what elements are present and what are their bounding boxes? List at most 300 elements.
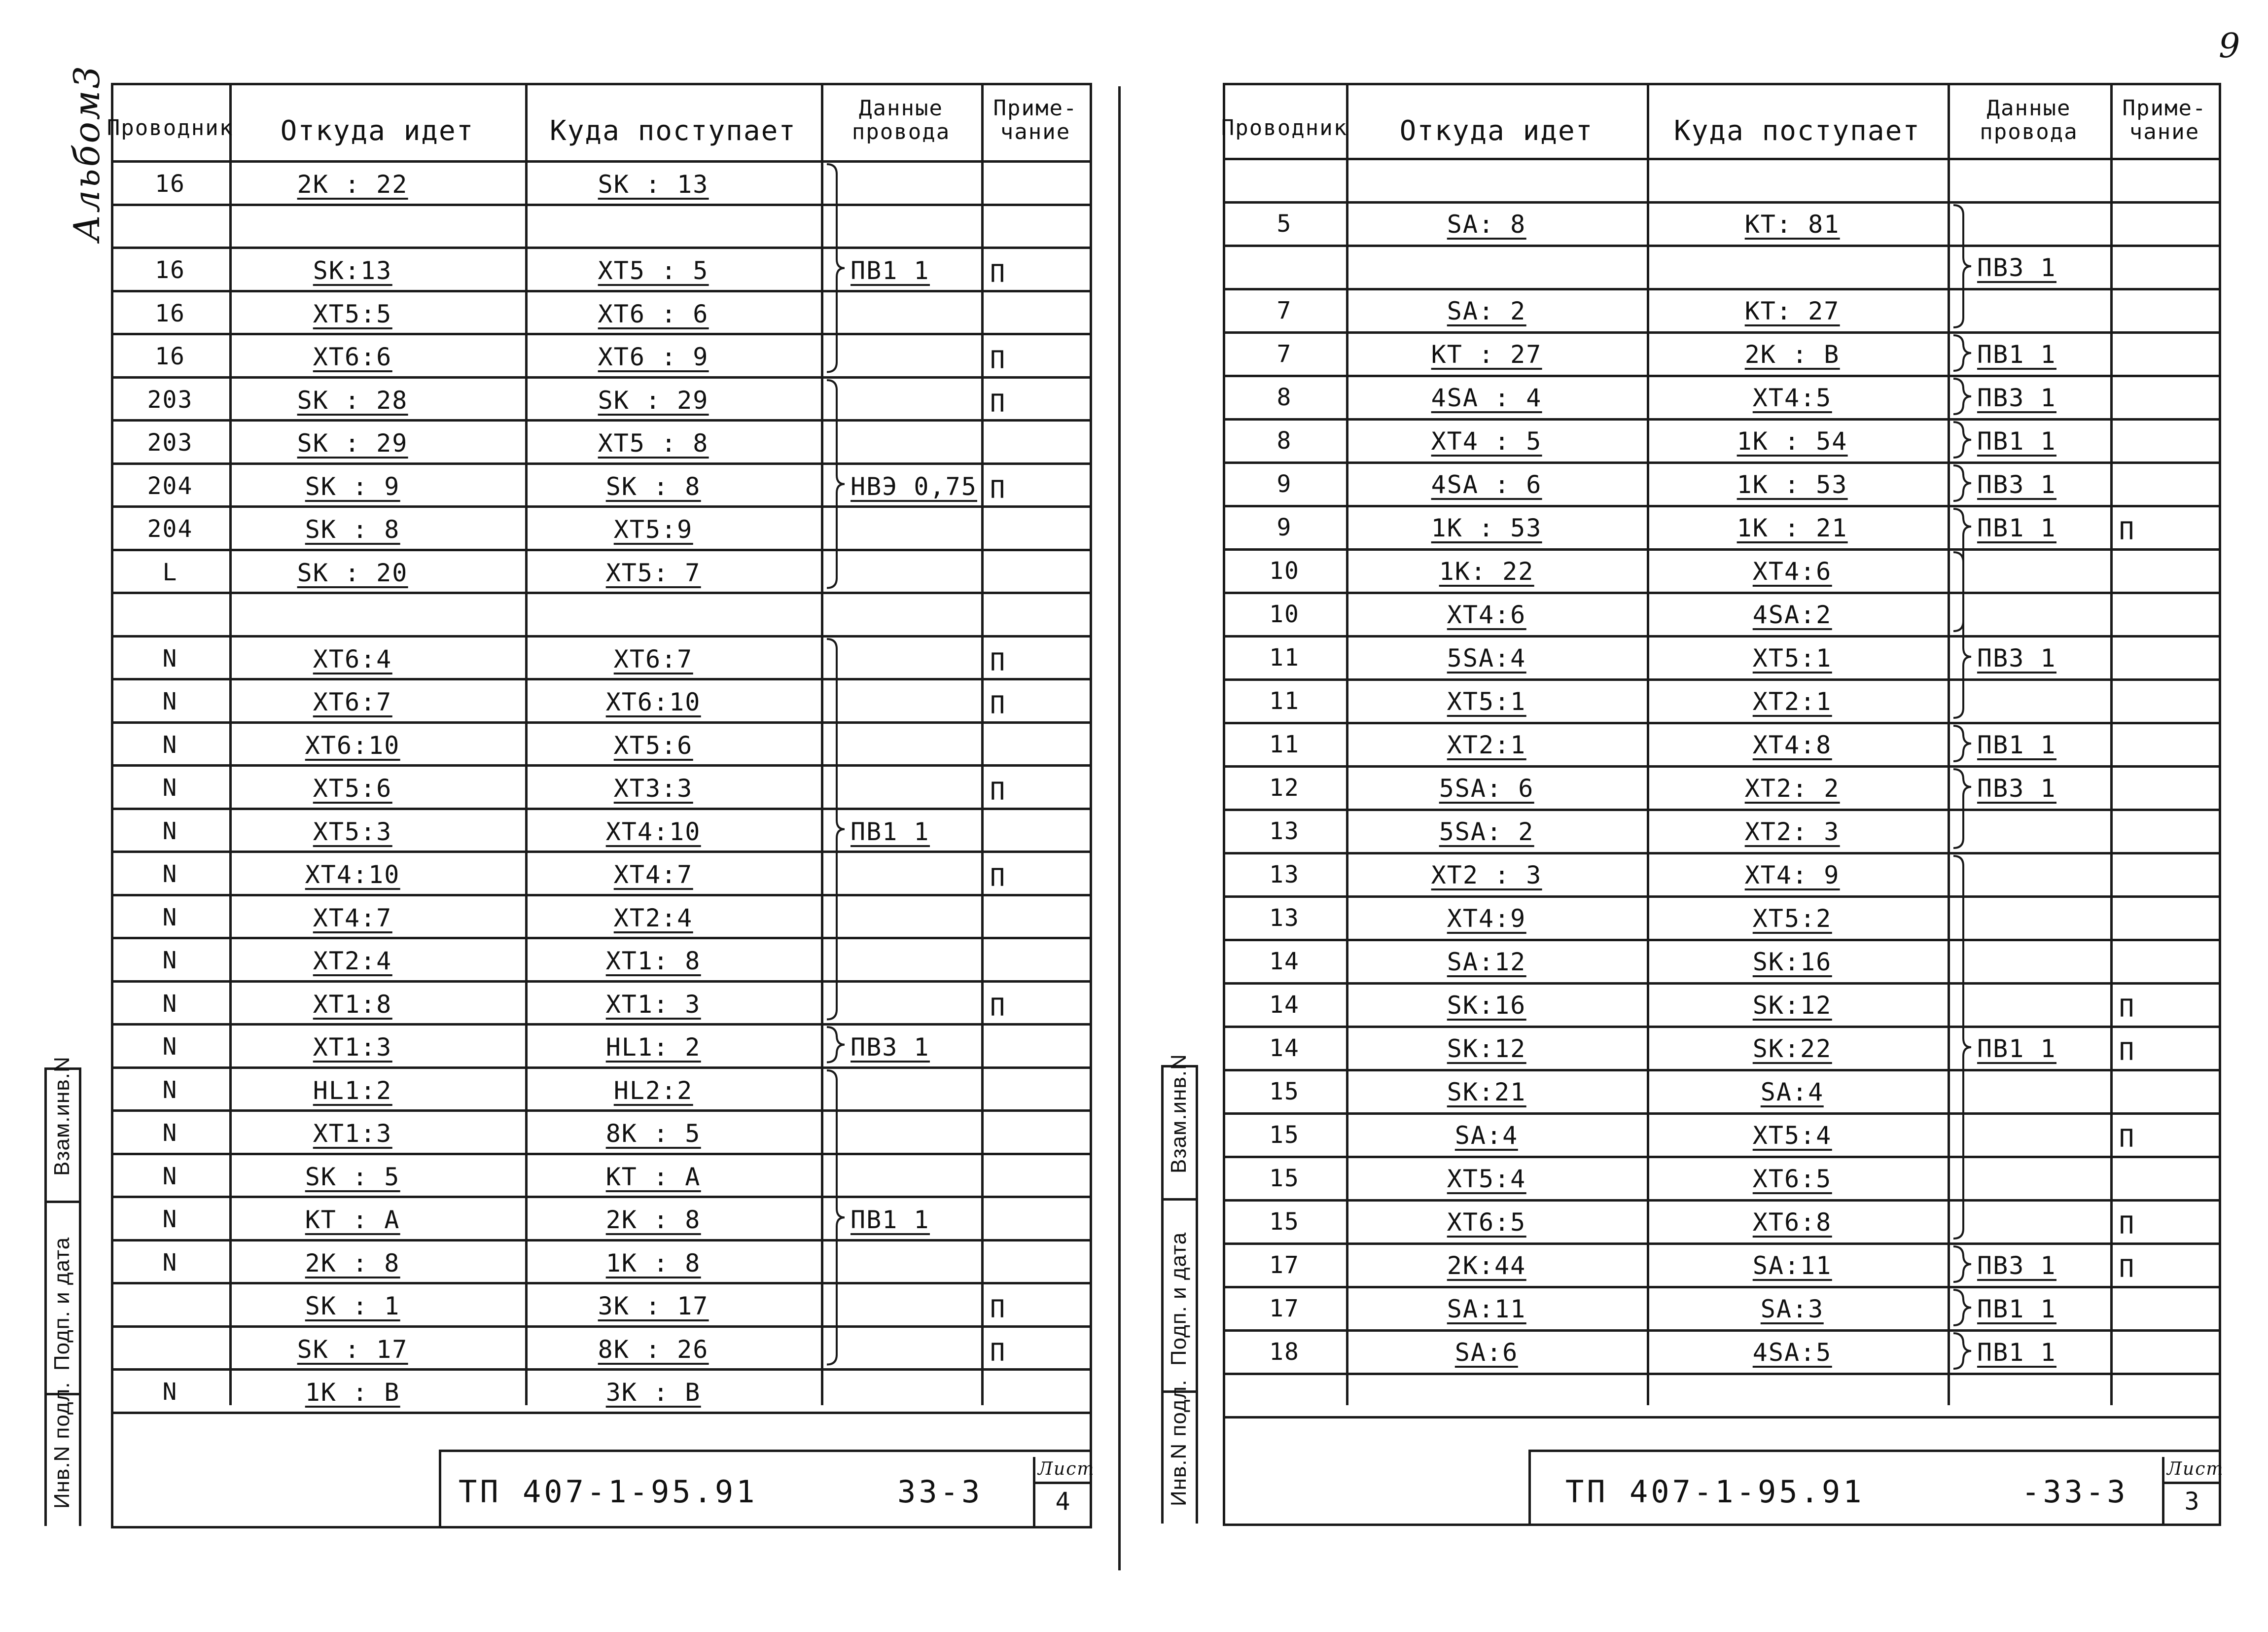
- row-line: [1223, 809, 2221, 811]
- stamp-border: [44, 1067, 47, 1526]
- group-brace-path: [827, 639, 845, 1020]
- cell-wire: N: [162, 644, 178, 673]
- cell-wire: N: [162, 1119, 178, 1147]
- group-brace-path: [1953, 1246, 1971, 1282]
- cell-wire: N: [162, 688, 178, 715]
- row-line: [111, 808, 1092, 810]
- cell-wire: 15: [1269, 1208, 1300, 1236]
- cell-from: XT2 : 3: [1431, 861, 1542, 889]
- group-brace: [1952, 856, 1977, 1239]
- wire-group-label: ПВ1 1: [1977, 427, 2056, 456]
- cell-to: KT : A: [605, 1162, 701, 1191]
- wire-group-label: ПВ1 1: [1977, 1034, 2056, 1063]
- group-brace-path: [1953, 856, 1971, 1239]
- row-line: [1223, 939, 2221, 941]
- cell-note: П: [990, 777, 1006, 806]
- wire-group-label: ПВ1 1: [1977, 731, 2056, 759]
- row-line: [111, 1239, 1092, 1242]
- cell-to: KT: 27: [1744, 297, 1840, 325]
- cell-to: XT3:3: [613, 774, 693, 803]
- cell-to: 3K : 17: [598, 1292, 709, 1320]
- cell-note: П: [2119, 1211, 2135, 1240]
- group-brace: [826, 1027, 850, 1063]
- group-brace-path: [1953, 769, 1971, 848]
- doc-code: ТП 407-1-95.91: [459, 1474, 758, 1510]
- title-block-border: [1033, 1482, 1092, 1484]
- cell-to: 3K : B: [605, 1378, 701, 1407]
- cell-wire: 10: [1269, 557, 1300, 585]
- cell-from: KT : 27: [1431, 340, 1542, 369]
- title-block-border: [1033, 1457, 1035, 1526]
- cell-from: XT2:1: [1447, 731, 1526, 759]
- header-to: Куда поступает: [549, 115, 797, 147]
- row-line: [1223, 505, 2221, 507]
- cell-to: 2K : B: [1744, 340, 1840, 369]
- cell-wire: 8: [1276, 427, 1292, 455]
- cell-to: SK:16: [1752, 948, 1832, 976]
- cell-from: 4SA : 4: [1431, 384, 1542, 412]
- title-block-border: [1528, 1450, 2221, 1452]
- row-line: [111, 980, 1092, 983]
- cell-wire: 5: [1276, 210, 1292, 238]
- cell-to: XT6:5: [1752, 1165, 1832, 1193]
- cell-wire: N: [162, 817, 178, 845]
- cell-note: П: [990, 647, 1006, 676]
- cell-to: XT4:8: [1752, 731, 1832, 759]
- wire-group-label: ПВ1 1: [1977, 514, 2056, 542]
- row-line: [111, 1282, 1092, 1284]
- cell-from: XT4 : 5: [1431, 427, 1542, 456]
- stamp-label: Инв.N подл.: [50, 1382, 74, 1509]
- column-line: [2110, 83, 2113, 1405]
- title-block-border: [1528, 1450, 1531, 1524]
- row-line: [1223, 375, 2221, 377]
- header-wire: Проводник: [106, 115, 234, 141]
- cell-from: XT6:6: [313, 343, 392, 371]
- row-line: [111, 419, 1092, 422]
- group-brace-path: [1953, 379, 1971, 414]
- row-line: [111, 764, 1092, 767]
- wire-group-label: ПВЗ 1: [1977, 384, 2056, 412]
- row-line: [1223, 1199, 2221, 1202]
- row-line: [111, 462, 1092, 465]
- sheet-label: Лист: [2167, 1459, 2224, 1479]
- cell-wire: N: [162, 1076, 178, 1104]
- row-line: [1223, 852, 2221, 854]
- cell-from: SA: 2: [1447, 297, 1526, 325]
- cell-note: П: [990, 691, 1006, 719]
- header-wire: Проводник: [1221, 115, 1348, 141]
- header-data-line1: Данные: [1986, 96, 2071, 121]
- wire-group-label: ПВ1 1: [850, 256, 930, 285]
- group-brace: [1952, 335, 1977, 371]
- stamp-label: Подп. и дата: [1167, 1232, 1191, 1366]
- column-line: [1090, 83, 1092, 1405]
- wire-group-label: ПВ1 1: [1977, 1295, 2056, 1323]
- cell-wire: N: [162, 1162, 178, 1190]
- group-brace: [826, 380, 850, 588]
- cell-wire: 9: [1276, 470, 1292, 498]
- cell-wire: 11: [1269, 731, 1300, 758]
- cell-to: XT5:4: [1752, 1121, 1832, 1150]
- header-divider: [1223, 158, 2221, 160]
- column-line: [821, 83, 823, 1405]
- wire-group-label: ПВЗ 1: [1977, 253, 2056, 282]
- row-line: [111, 549, 1092, 551]
- row-line: [111, 678, 1092, 680]
- group-brace: [1952, 1333, 1977, 1369]
- stamp-divider: [44, 1201, 81, 1203]
- row-line: [1223, 765, 2221, 768]
- cell-to: XT5:6: [613, 731, 693, 760]
- row-line: [111, 1109, 1092, 1112]
- group-brace: [1952, 465, 1977, 501]
- header-data-line2: провода: [851, 119, 951, 144]
- group-brace: [826, 639, 850, 1020]
- group-brace-path: [1953, 726, 1971, 761]
- group-brace: [1952, 552, 1977, 718]
- cell-to: SK : 13: [598, 170, 709, 199]
- row-line: [1223, 1069, 2221, 1071]
- stamp-label: Подп. и дата: [50, 1237, 74, 1371]
- cell-from: SK : 5: [305, 1162, 400, 1191]
- table-border: [1223, 83, 2221, 85]
- group-brace-path: [827, 380, 845, 588]
- cell-to: XT6:7: [613, 644, 693, 674]
- wire-group-label: ПВЗ 1: [1977, 1251, 2056, 1280]
- wire-group-label: ПВЗ 1: [1977, 644, 2056, 673]
- cell-to: XT2:1: [1752, 687, 1832, 716]
- row-line: [111, 1066, 1092, 1069]
- cell-from: XT6:10: [305, 731, 400, 760]
- row-line: [111, 592, 1092, 594]
- cell-to: SK : 29: [598, 386, 709, 415]
- cell-wire: 11: [1269, 644, 1300, 672]
- column-line: [1647, 83, 1649, 1405]
- cell-wire: 15: [1269, 1165, 1300, 1192]
- cell-from: XT5:1: [1447, 687, 1526, 716]
- cell-note: П: [990, 863, 1006, 892]
- row-line: [1223, 1112, 2221, 1115]
- cell-from: XT5:5: [313, 299, 392, 328]
- cell-from: XT4:7: [313, 903, 392, 932]
- cell-from: XT4:6: [1447, 601, 1526, 629]
- album-label: Альбом3: [66, 64, 107, 242]
- doc-code: ТП 407-1-95.91: [1565, 1474, 1865, 1510]
- row-line: [111, 937, 1092, 939]
- cell-wire: 13: [1269, 817, 1300, 845]
- row-line: [1223, 461, 2221, 464]
- wire-group-label: ПВ1 1: [850, 1206, 930, 1234]
- cell-from: SK : 29: [297, 429, 408, 458]
- cell-wire: 204: [147, 515, 193, 543]
- cell-from: XT4:9: [1447, 904, 1526, 933]
- cell-to: XT5 : 5: [598, 256, 709, 285]
- wire-group-label: ПВЗ 1: [850, 1033, 930, 1062]
- cell-to: XT5:9: [613, 515, 693, 544]
- cell-wire: 15: [1269, 1121, 1300, 1149]
- cell-from: SK:12: [1447, 1034, 1526, 1063]
- row-line: [111, 333, 1092, 335]
- cell-from: HL1:2: [313, 1076, 392, 1105]
- sheet-number: 4: [1055, 1487, 1071, 1516]
- group-brace-path: [827, 1070, 845, 1365]
- group-brace: [1952, 205, 1977, 327]
- cell-to: XT4:5: [1752, 384, 1832, 412]
- page-number: 9: [2219, 27, 2241, 66]
- row-line: [111, 204, 1092, 206]
- row-line: [111, 721, 1092, 724]
- title-block-border: [439, 1450, 1092, 1452]
- cell-wire: 11: [1269, 687, 1300, 715]
- cell-note: П: [2119, 1124, 2135, 1153]
- row-line: [1223, 678, 2221, 681]
- cell-to: XT2:4: [613, 903, 693, 932]
- cell-wire: N: [162, 990, 178, 1018]
- column-line: [1346, 83, 1348, 1405]
- row-line: [111, 851, 1092, 853]
- row-line: [1223, 592, 2221, 594]
- cell-note: П: [2119, 517, 2135, 545]
- cell-to: SK:22: [1752, 1034, 1832, 1063]
- cell-to: 1K : 8: [605, 1248, 701, 1277]
- cell-from: SA:4: [1454, 1121, 1519, 1150]
- group-brace-path: [1953, 1290, 1971, 1325]
- wire-group-label: ПВЗ 1: [1977, 470, 2056, 499]
- cell-wire: 203: [147, 429, 193, 457]
- row-line: [1223, 1156, 2221, 1158]
- cell-to: XT6:10: [605, 688, 701, 716]
- stamp-border: [1161, 1065, 1164, 1524]
- stamp-border: [79, 1067, 81, 1526]
- header-to: Куда поступает: [1673, 115, 1921, 147]
- header-note-line2: чание: [1000, 119, 1071, 144]
- cell-wire: 16: [155, 299, 185, 327]
- cell-from: SA:12: [1447, 948, 1526, 976]
- cell-note: П: [990, 346, 1006, 374]
- row-line: [111, 1325, 1092, 1328]
- cell-wire: N: [162, 1033, 178, 1061]
- table-border: [111, 83, 1092, 85]
- row-line: [111, 1023, 1092, 1026]
- cell-from: XT6:4: [313, 644, 392, 674]
- header-divider: [111, 160, 1092, 163]
- table-border: [111, 83, 113, 1526]
- cell-to: XT6:8: [1752, 1208, 1832, 1237]
- row-line: [111, 1153, 1092, 1155]
- cell-to: KT: 81: [1744, 210, 1840, 239]
- row-line: [1223, 1373, 2221, 1375]
- cell-to: SA:11: [1752, 1251, 1832, 1280]
- table-border: [111, 1526, 1092, 1528]
- group-brace: [826, 1070, 850, 1365]
- cell-to: XT4:6: [1752, 557, 1832, 586]
- cell-wire: N: [162, 947, 178, 974]
- group-brace-path: [1953, 422, 1971, 458]
- stamp-label: Взам.инв.N: [50, 1056, 74, 1176]
- cell-to: SA:4: [1760, 1078, 1824, 1106]
- row-line: [1223, 418, 2221, 421]
- cell-to: 4SA:2: [1752, 601, 1832, 629]
- row-line: [1223, 1242, 2221, 1245]
- cell-note: П: [990, 259, 1006, 288]
- cell-wire: N: [162, 1248, 178, 1277]
- cell-from: 1K: 22: [1439, 557, 1534, 586]
- cell-from: SK:16: [1447, 991, 1526, 1020]
- cell-to: 8K : 5: [605, 1119, 701, 1148]
- group-brace-path: [827, 1027, 845, 1063]
- cell-to: XT4:10: [605, 817, 701, 846]
- wire-group-label: ПВ1 1: [1977, 340, 2056, 369]
- cell-from: XT5:3: [313, 817, 392, 846]
- cell-from: SA: 8: [1447, 210, 1526, 239]
- cell-to: 2K : 8: [605, 1206, 701, 1234]
- row-line: [1223, 201, 2221, 204]
- title-block-border: [2162, 1482, 2221, 1484]
- cell-from: SK : 28: [297, 386, 408, 415]
- group-brace: [1952, 726, 1977, 761]
- group-brace-path: [1953, 1333, 1971, 1369]
- cell-to: XT4: 9: [1744, 861, 1840, 889]
- group-brace: [1952, 422, 1977, 458]
- cell-wire: 12: [1269, 774, 1300, 802]
- group-brace-path: [1953, 335, 1971, 371]
- cell-note: П: [2119, 994, 2135, 1023]
- cell-note: П: [990, 1338, 1006, 1367]
- row-line: [1223, 895, 2221, 898]
- cell-wire: 16: [155, 343, 185, 370]
- cell-from: XT5:6: [313, 774, 392, 803]
- cell-wire: 9: [1276, 514, 1292, 541]
- stamp-label: Инв.N подл.: [1167, 1379, 1191, 1506]
- column-line: [2219, 83, 2221, 1405]
- column-line: [981, 83, 984, 1405]
- cell-wire: N: [162, 1206, 178, 1233]
- group-brace: [1952, 1290, 1977, 1325]
- header-from: Откуда идет: [1399, 115, 1594, 147]
- sheet-code: -33-3: [2021, 1474, 2128, 1510]
- cell-from: SK : 1: [305, 1292, 400, 1320]
- cell-wire: 14: [1269, 991, 1300, 1019]
- cell-from: 2К : 22: [297, 170, 408, 199]
- row-line: [1223, 331, 2221, 334]
- cell-wire: 8: [1276, 384, 1292, 411]
- cell-wire: 204: [147, 472, 193, 500]
- cell-to: 1K : 21: [1736, 514, 1848, 542]
- column-line: [229, 83, 232, 1405]
- cell-to: 8K : 26: [598, 1335, 709, 1364]
- table-border: [1223, 83, 1225, 1524]
- cell-from: SA:11: [1447, 1295, 1526, 1323]
- cell-wire: 16: [155, 256, 185, 284]
- row-line: [1223, 288, 2221, 290]
- cell-wire: 203: [147, 386, 193, 414]
- cell-wire: 13: [1269, 861, 1300, 888]
- column-line: [1948, 83, 1950, 1405]
- cell-to: HL2:2: [613, 1076, 693, 1105]
- cell-wire: 16: [155, 170, 185, 198]
- cell-to: HL1: 2: [605, 1033, 701, 1062]
- cell-from: 5SA: 6: [1439, 774, 1534, 803]
- cell-note: П: [990, 1295, 1006, 1323]
- cell-to: XT2: 2: [1744, 774, 1840, 803]
- cell-from: SK : 17: [297, 1335, 408, 1364]
- title-block-border: [2162, 1457, 2164, 1524]
- cell-from: XT1:8: [313, 990, 392, 1019]
- cell-from: 5SA:4: [1447, 644, 1526, 673]
- cell-to: SA:3: [1760, 1295, 1824, 1323]
- cell-note: П: [2119, 1037, 2135, 1066]
- cell-from: SK:21: [1447, 1078, 1526, 1106]
- row-line: [111, 505, 1092, 508]
- cell-wire: N: [162, 731, 178, 759]
- cell-from: 4SA : 6: [1431, 470, 1542, 499]
- cell-from: SA:6: [1454, 1338, 1519, 1367]
- row-line: [1223, 1416, 2221, 1419]
- cell-from: XT6:5: [1447, 1208, 1526, 1237]
- cell-to: XT5:2: [1752, 904, 1832, 933]
- row-line: [111, 290, 1092, 292]
- row-line: [1223, 635, 2221, 638]
- cell-wire: L: [162, 558, 178, 586]
- cell-to: XT2: 3: [1744, 817, 1840, 846]
- header-data-line1: Данные: [859, 96, 943, 121]
- cell-to: 1K : 53: [1736, 470, 1848, 499]
- row-line: [1223, 982, 2221, 985]
- row-line: [1223, 1026, 2221, 1028]
- row-line: [111, 1368, 1092, 1371]
- cell-to: XT5: 7: [605, 558, 701, 587]
- header-data-line2: провода: [1980, 119, 2078, 144]
- row-line: [111, 1196, 1092, 1198]
- cell-note: П: [990, 389, 1006, 418]
- cell-note: П: [2119, 1254, 2135, 1283]
- cell-wire: 15: [1269, 1078, 1300, 1105]
- group-brace: [1952, 379, 1977, 414]
- row-line: [111, 376, 1092, 379]
- cell-from: 1K : B: [305, 1378, 400, 1407]
- center-fold-line: [1118, 86, 1121, 1570]
- cell-wire: 17: [1269, 1251, 1300, 1279]
- cell-from: XT5:4: [1447, 1165, 1526, 1193]
- wire-group-label: ПВ1 1: [1977, 1338, 2056, 1367]
- cell-to: XT6 : 9: [598, 343, 709, 371]
- cell-wire: 7: [1276, 340, 1292, 368]
- wire-group-label: ПВ1 1: [850, 817, 930, 846]
- row-line: [1223, 722, 2221, 724]
- stamp-border: [1196, 1065, 1198, 1524]
- cell-from: XT6:7: [313, 688, 392, 716]
- cell-wire: 14: [1269, 948, 1300, 975]
- cell-from: SK : 8: [305, 515, 400, 544]
- header-note-line1: Приме-: [993, 96, 1078, 121]
- group-brace-path: [827, 164, 845, 372]
- cell-to: 4SA:5: [1752, 1338, 1832, 1367]
- cell-to: 1K : 54: [1736, 427, 1848, 456]
- cell-wire: 13: [1269, 904, 1300, 932]
- cell-to: XT5 : 8: [598, 429, 709, 458]
- cell-to: XT4:7: [613, 860, 693, 889]
- row-line: [1223, 548, 2221, 551]
- cell-from: XT1:3: [313, 1119, 392, 1148]
- cell-wire: 18: [1269, 1338, 1300, 1366]
- cell-to: XT6 : 6: [598, 299, 709, 328]
- group-brace-path: [1953, 205, 1971, 327]
- column-line: [525, 83, 528, 1405]
- cell-wire: N: [162, 774, 178, 802]
- title-block-border: [439, 1450, 441, 1526]
- cell-from: KT : A: [305, 1206, 400, 1234]
